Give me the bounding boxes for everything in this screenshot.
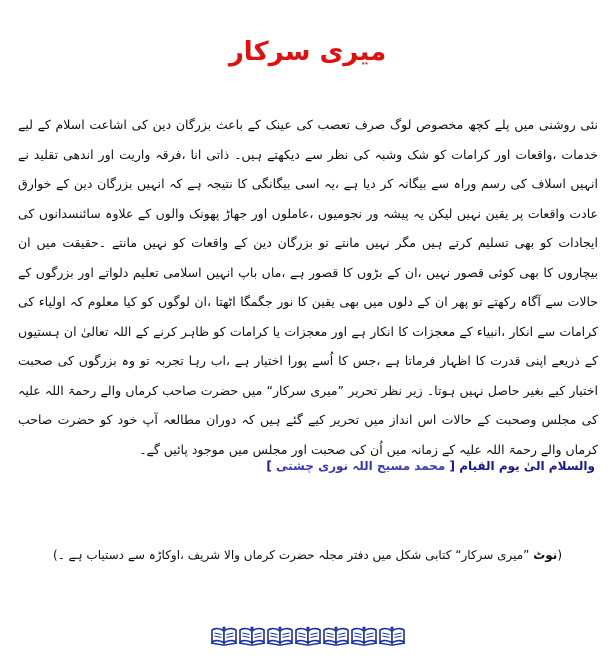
- signature-author: محمد مسیح اللہ نوری چشتی: [276, 459, 446, 473]
- signature-line: [266, 456, 595, 476]
- open-book-icon: [378, 626, 406, 646]
- open-book-icon: [350, 626, 378, 646]
- note-label: نوٹ: [533, 548, 558, 562]
- open-book-icon: [210, 626, 238, 646]
- open-book-icon: [322, 626, 350, 646]
- open-book-icon: [266, 626, 294, 646]
- note-open-paren: (: [557, 548, 562, 562]
- ornament-row: [0, 626, 615, 646]
- page-title: میری سرکار: [228, 37, 387, 67]
- note-text: ”میری سرکار“ کتابی شکل میں دفتر مجلہ حضرت کرماں والا شریف ،اوکاڑہ سے دستیاب ہے ۔: [57, 548, 530, 562]
- note-close-paren: ): [53, 548, 58, 562]
- signature-closing: والسلام الیٰ یوم القیام: [459, 459, 595, 473]
- open-book-icon: [238, 626, 266, 646]
- open-book-icon: [294, 626, 322, 646]
- signature-open-bracket: [: [449, 459, 456, 473]
- note-line: [0, 544, 615, 566]
- signature-close-bracket: ]: [266, 459, 272, 473]
- body-paragraph: نئی روشنی میں پلے کچھ مخصوص لوگ صرف تعصب کی عینک کے باعث بزرگان دین کی اشاعت اسلام کے لیے خدمات ،واقعات اور کرامات کو شک وشبہ کی نظر سے دیکھتے ہیں۔ ذاتی انا ،فرقہ واریت اور اندھی تقلید نے انہیں اسلاف کی رسم وراہ سے بیگانہ کر دیا ہے ،یہ اسی بیگانگی کا نتیجہ ہے کہ انہیں بزرگان دین کے خوارق عادت واقعات پر یقین نہیں لیکن یہ پیشہ ور نجومیوں ،عاملوں اور جھاڑ پھونک والوں کے علاوہ سائنسدانوں کی ایجادات کو بھی تسلیم کرتے ہیں مگر نہیں مانتے تو بزرگان دین کے واقعات کو نہیں مانتے ۔حقیقت میں ان بیچاروں کا بھی کوئی قصور نہیں ،ان کے بڑوں کا قصور ہے ،ماں باپ انہیں اسلامی تعلیم دلواتے اور بزرگوں کے حالات سے آگاہ رکھتے تو پھر ان کے دلوں میں بھی یقین کا نور جگمگا اٹھتا ،ان لوگوں کو کیا معلوم کہ اولیاء کی کرامات سے انکار ،انبیاء کے معجزات کا انکار ہے اور معجزات یا کرامات کو ظاہر کرنے کے اللہ تعالیٰ ان ہستیوں کے ذریعے اپنی قدرت کا اظہار فرماتا ہے ،جس کا اُسے پورا اختیار ہے ،اب رہا تجربہ تو وہ بزرگوں کی صحبت اختیار کیے بغیر حاصل نہیں ہوتا۔ زیر نظر تحریر ”میری سرکار“ میں حضرت صاحب کرماں والے رحمۃ اللہ علیہ کی مجلس وصحبت کے حالات اس انداز میں تحریر کیے گئے ہیں کہ دوران مطالعہ آپ خود کو حضرت صاحب کرماں والے رحمۃ اللہ علیہ کے زمانہ میں اُن کی صحبت اور مجلس میں موجود پائیں گے۔: [18, 117, 598, 457]
